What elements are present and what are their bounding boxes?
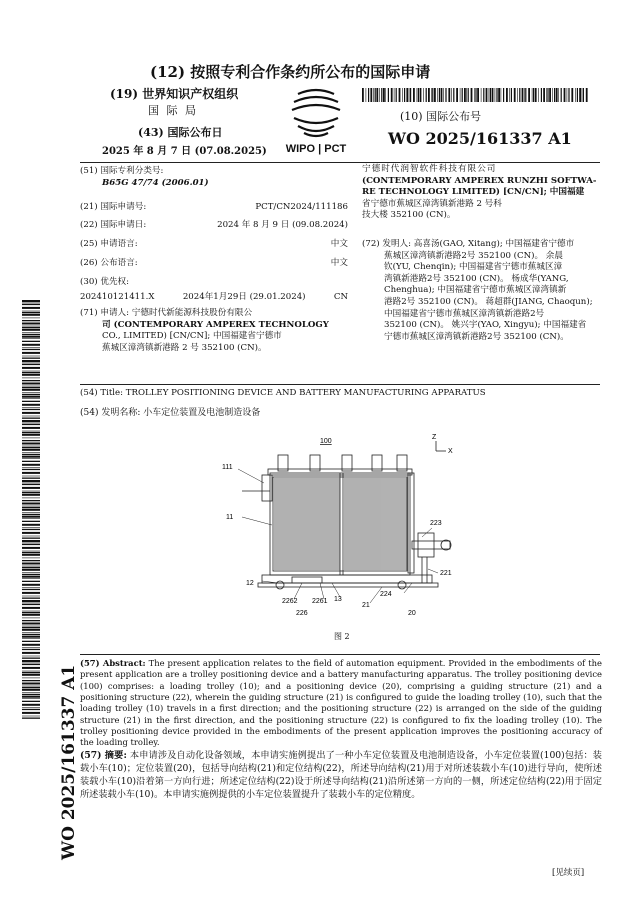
- field-30-label: (30) 优先权:: [80, 277, 130, 287]
- priority-country: CN: [333, 291, 348, 302]
- ref-20: 20: [408, 610, 416, 617]
- inventor-line: 湾镇新港路2号 352100 (CN)。 杨成华(YANG,: [384, 273, 569, 284]
- publication-number: WO 2025/161337 A1: [388, 129, 572, 148]
- applicant-line: CO., LIMITED) [CN/CN]; 中国福建省宁德市: [102, 331, 282, 342]
- field-21-label: (21) 国际申请号:: [80, 202, 147, 212]
- applicant-line: (71) 申请人: 宁德时代新能源科技股份有限公: [80, 308, 253, 318]
- inventor-line: (72) 发明人: 高喜汤(GAO, Xitang); 中国福建省宁德市: [362, 239, 575, 249]
- field-21: [80, 202, 348, 214]
- applicant2-line: 省宁德市蕉城区漳湾镇新港路 2 号科: [362, 198, 502, 209]
- field-72: [362, 239, 602, 343]
- ref-226: 226: [296, 610, 308, 617]
- pubdate-value: 2025 年 8 月 7 日 (07.08.2025): [102, 146, 267, 157]
- field-51: [80, 166, 348, 189]
- applicant-line: 蕉城区漳湾镇新港路 2 号 352100 (CN)。: [102, 342, 267, 353]
- figure-caption: 图 2: [334, 632, 350, 641]
- header-divider: [80, 162, 600, 163]
- abstract-zh: [80, 750, 602, 802]
- organization-name: (19) 世界知识产权组织: [110, 87, 239, 101]
- wipo-logo-text: WIPO | PCT: [285, 143, 347, 155]
- ref-13: 13: [334, 596, 342, 603]
- axis-x-label: X: [448, 448, 453, 455]
- applicant2-line: 宁德时代润智软件科技有限公司: [362, 164, 497, 174]
- pubdate-label: (43) 国际公布日: [138, 126, 223, 139]
- field-51-value: B65G 47/74 (2006.01): [102, 177, 209, 188]
- barcode-top: [362, 88, 588, 102]
- inventor-line: 宁德市蕉城区漳湾镇新港路2号 352100 (CN)。: [384, 331, 569, 342]
- field-22-value: 2024 年 8 月 9 日 (09.08.2024): [217, 220, 348, 230]
- ref-2262: 2262: [282, 598, 298, 605]
- ref-221: 221: [440, 570, 452, 577]
- priority-number: 202410121411.X: [80, 291, 155, 302]
- inventor-line: 中国福建省宁德市蕉城区漳湾镇新港路2号: [384, 308, 545, 319]
- field-71: [80, 308, 348, 354]
- inventor-line: 钦(YU, Chenqin); 中国福建省宁德市蕉城区漳: [384, 262, 563, 273]
- applicant2-line: RE TECHNOLOGY LIMITED) [CN/CN]; 中国福建: [362, 187, 585, 198]
- axis-z-label: Z: [432, 434, 437, 441]
- inventor-line: 352100 (CN)。 姚兴宇(YAO, Xingyu); 中国福建省: [384, 320, 587, 331]
- applicant2-line: 技大楼 352100 (CN)。: [362, 210, 456, 221]
- ref-21: 21: [362, 602, 370, 609]
- abstract-en: [80, 658, 602, 749]
- applicant2-line: (CONTEMPORARY AMPEREX RUNZHI SOFTWA-: [362, 175, 597, 186]
- ref-224: 224: [380, 591, 392, 598]
- field-25-value: 中文: [330, 239, 348, 249]
- inventor-line: 蕉城区漳湾镇新港路2号 352100 (CN)。 余晨: [384, 250, 563, 261]
- field-26-label: (26) 公布语言:: [80, 258, 138, 268]
- abstract-en-text: The present application relates to the field of automation equipment. Provided in the embodiments of the present application are a trolley positioning device and a battery manufacturing apparatus. The trolley positioning device (100) comprises: a loading trolley (10); and a positioning device (20), comprising a guiding structure (21) and a positioning structure (22), wherein the guiding structure (21) is configured to guide the loading trolley (10), such that the loading trolley (10) travels in a first direction; and the positioning structure (22) is arranged on the side of the guiding structure (21) in the first direction, and the positioning structure (22) is configured to fix the loading trolley (10). The trolley positioning device provided in the embodiments of the present application improves the positioning accuracy of the loading trolley.: [80, 658, 602, 748]
- ref-100: 100: [320, 438, 332, 445]
- field-26-value: 中文: [330, 258, 348, 268]
- field-25-label: (25) 申请语言:: [80, 239, 138, 249]
- priority-date: 2024年1月29日 (29.01.2024): [182, 291, 306, 302]
- title-zh: (54) 发明名称: 小车定位装置及电池制造设备: [80, 408, 261, 418]
- title-en: (54) Title: TROLLEY POSITIONING DEVICE AND BATTERY MANUFACTURING APPARATUS: [80, 388, 486, 398]
- wipo-logo: [268, 86, 364, 156]
- abstract-en-label: (57) Abstract:: [80, 658, 146, 668]
- sidebar-publication-number: WO 2025/161337 A1: [59, 664, 79, 860]
- abstract-zh-label: (57) 摘要:: [80, 750, 127, 761]
- abstract-zh-text: 本申请涉及自动化设备领域，本申请实施例提出了一种小车定位装置及电池制造设备，小车定位装置(100)包括：装载小车(10)；定位装置(20)，包括导向结构(21)和定位结构(22)，所述导向结构(21)用于对所述装载小车(10)进行导向，使所述装载小车(10)沿着第一方向行进；所述定位结构(22)设于所述导向结构(21)沿所述第一方向的一侧，所述定位结构(22)用于固定所述装载小车(10)。本申请实施例提供的小车定位装置提升了装载小车的定位精度。: [80, 750, 602, 800]
- patent-figure: [222, 433, 472, 628]
- ref-223: 223: [430, 520, 442, 527]
- field-25: [80, 239, 348, 251]
- field-22: [80, 220, 348, 232]
- page-title: (12) 按照专利合作条约所公布的国际申请: [150, 63, 431, 81]
- field-30: [80, 277, 348, 303]
- pubno-label: (10) 国际公布号: [400, 110, 482, 123]
- field-51-label: (51) 国际专利分类号:: [80, 166, 164, 176]
- field-22-label: (22) 国际申请日:: [80, 220, 147, 230]
- ref-12: 12: [246, 580, 254, 587]
- organization-bureau: 国 际 局: [148, 104, 198, 117]
- figure-divider: [80, 654, 600, 655]
- fields-divider: [80, 384, 600, 385]
- applicant-continued: [362, 164, 602, 222]
- field-26: [80, 258, 348, 270]
- field-21-value: PCT/CN2024/111186: [255, 202, 348, 212]
- ref-11: 11: [226, 514, 234, 521]
- inventor-line: 港路2号 352100 (CN)。 蒋超群(JIANG, Chaoqun);: [384, 296, 593, 307]
- ref-111: 111: [222, 464, 233, 471]
- continued-note: [见续页]: [552, 868, 585, 878]
- applicant-line: 司 (CONTEMPORARY AMPEREX TECHNOLOGY: [102, 319, 329, 330]
- inventor-line: Chenghua); 中国福建省宁德市蕉城区漳湾镇新: [384, 285, 567, 296]
- ref-2261: 2261: [312, 598, 328, 605]
- barcode-side: [22, 300, 40, 720]
